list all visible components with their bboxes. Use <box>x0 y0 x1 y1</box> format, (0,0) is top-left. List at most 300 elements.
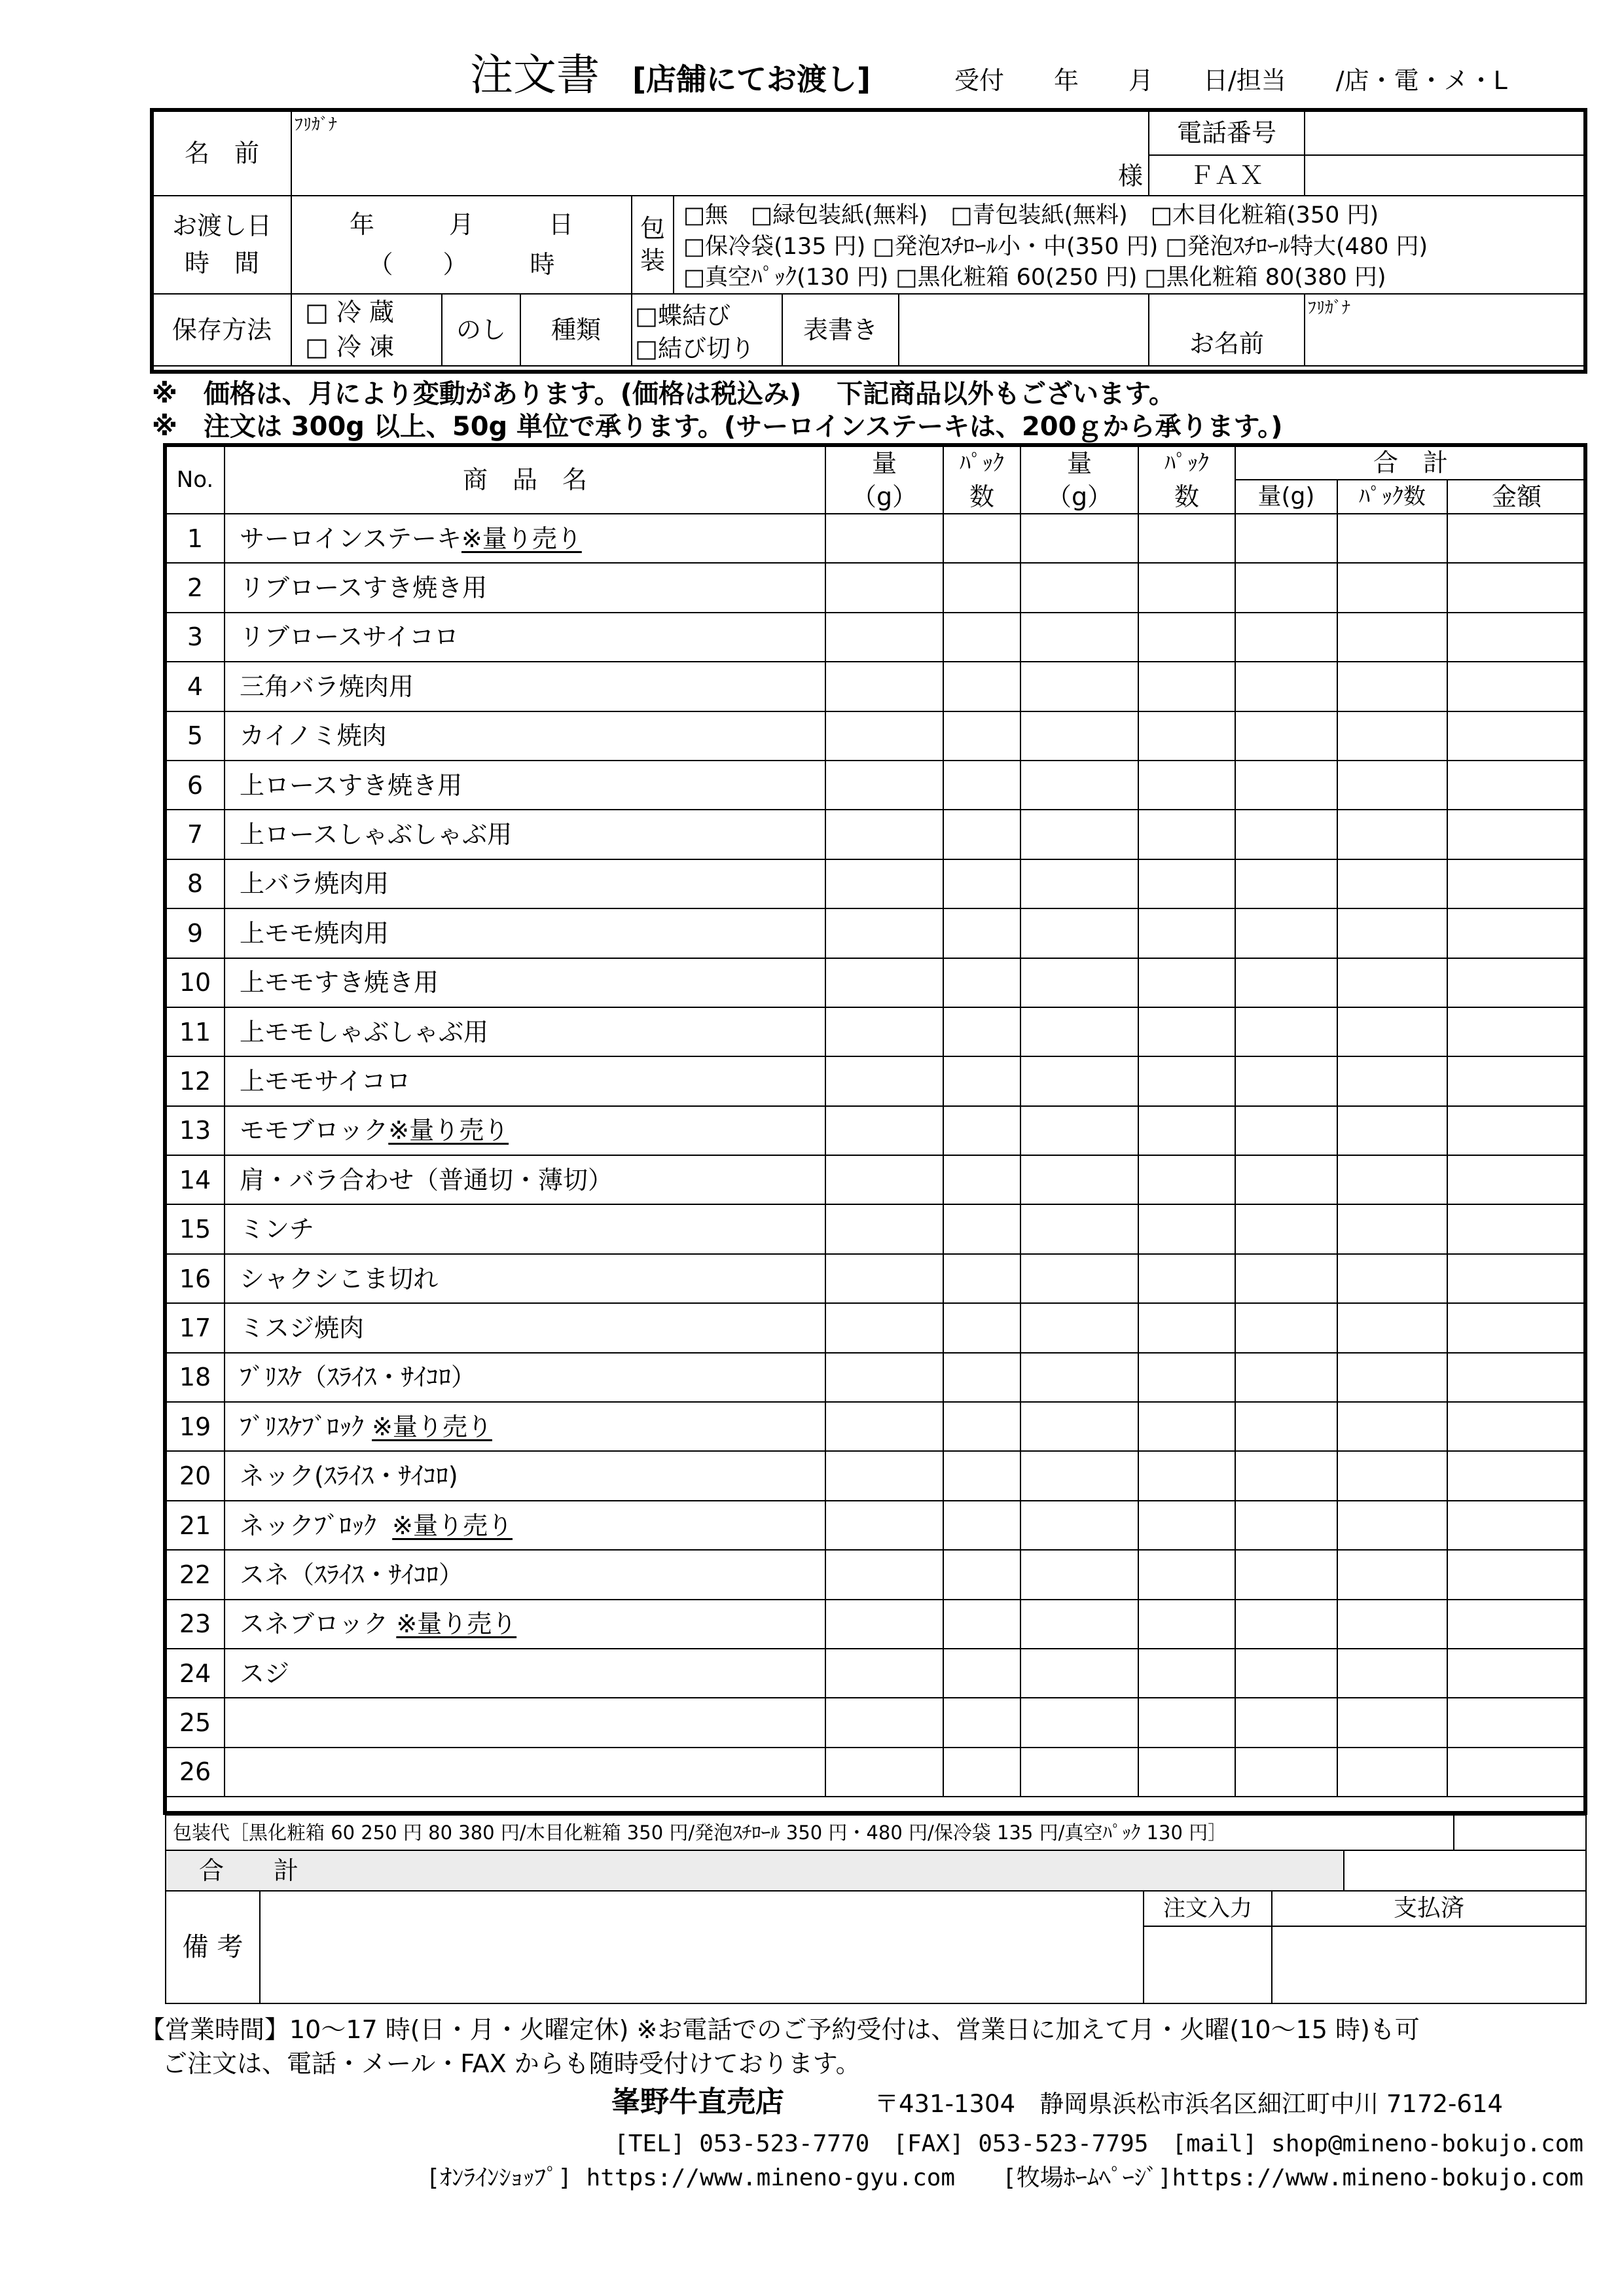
pack-1-field[interactable] <box>943 514 1020 563</box>
col-total-pack-header: ﾊﾟｯｸ数 <box>1337 480 1447 514</box>
total-qty-field[interactable] <box>1235 662 1337 711</box>
qty-1-field[interactable] <box>825 1106 943 1155</box>
total-pack-field[interactable] <box>1337 859 1447 908</box>
qty-1-field[interactable] <box>825 1007 943 1056</box>
total-pack-field[interactable] <box>1337 1649 1447 1698</box>
product-name-text: ミンチ <box>240 1215 315 1244</box>
sold-by-weight-note: ※量り売り <box>392 1511 513 1540</box>
table-row <box>166 1353 1586 1402</box>
qty-1-field[interactable] <box>825 1204 943 1253</box>
table-row <box>166 1600 1586 1649</box>
product-name <box>225 1550 825 1599</box>
honorific-label: 様 <box>1118 162 1144 190</box>
total-pack-field[interactable] <box>1337 1303 1447 1352</box>
qty-2-field[interactable] <box>1020 1056 1138 1105</box>
pack-1-field[interactable] <box>943 1501 1020 1550</box>
wrapping-cell <box>632 196 1586 294</box>
pack-2-field[interactable] <box>1138 1649 1235 1698</box>
pack-2-field[interactable] <box>1138 1748 1235 1797</box>
pack-2-field[interactable] <box>1138 1550 1235 1599</box>
amount-field[interactable] <box>1447 1451 1586 1500</box>
row-number: 4 <box>166 662 225 711</box>
total-qty-field[interactable] <box>1235 1451 1337 1500</box>
qty-2-field[interactable] <box>1020 1501 1138 1550</box>
table-row <box>166 1748 1586 1797</box>
amount-field[interactable] <box>1447 761 1586 810</box>
reception-stamp-line: 受付 年 月 日/担当 /店・電・メ・L <box>954 66 1507 95</box>
pack-2-field[interactable] <box>1138 1451 1235 1500</box>
total-qty-field[interactable] <box>1235 1501 1337 1550</box>
qty-2-field[interactable] <box>1020 1402 1138 1451</box>
pack-1-field[interactable] <box>943 711 1020 761</box>
qty-1-field[interactable] <box>825 662 943 711</box>
row-number: 12 <box>166 1056 225 1105</box>
pack-2-field[interactable] <box>1138 810 1235 859</box>
table-row <box>166 1698 1586 1747</box>
table-row <box>166 1402 1586 1451</box>
noshi-label: のし <box>442 294 520 366</box>
qty-2-field[interactable] <box>1020 810 1138 859</box>
pack-1-field[interactable] <box>943 1748 1020 1797</box>
product-name <box>225 1402 825 1451</box>
pack-2-field[interactable] <box>1138 761 1235 810</box>
qty-2-field[interactable] <box>1020 1303 1138 1352</box>
row-number: 18 <box>166 1353 225 1402</box>
product-name <box>225 1056 825 1105</box>
pack-1-field[interactable] <box>943 908 1020 958</box>
pack-2-field[interactable] <box>1138 1303 1235 1352</box>
furigana-label: ﾌﾘｶﾞﾅ <box>295 115 338 135</box>
pack-1-field[interactable] <box>943 1007 1020 1056</box>
amount-field[interactable] <box>1447 859 1586 908</box>
total-qty-field[interactable] <box>1235 1155 1337 1204</box>
qty-2-field[interactable] <box>1020 563 1138 612</box>
packaging-fee-field[interactable] <box>1454 1815 1586 1850</box>
qty-1-field[interactable] <box>825 1451 943 1500</box>
product-table <box>165 445 1587 1797</box>
qty-2-field[interactable] <box>1020 761 1138 810</box>
phone-field[interactable] <box>1305 111 1586 155</box>
fax-label: ＦＡＸ <box>1149 155 1305 196</box>
total-pack-field[interactable] <box>1337 1254 1447 1303</box>
total-pack-field[interactable] <box>1337 958 1447 1007</box>
product-name <box>225 810 825 859</box>
amount-field[interactable] <box>1447 1550 1586 1599</box>
amount-field[interactable] <box>1447 1501 1586 1550</box>
product-name <box>225 1501 825 1550</box>
order-input-field[interactable] <box>1144 1926 1272 2003</box>
pack-2-field[interactable] <box>1138 711 1235 761</box>
qty-1-field[interactable] <box>825 711 943 761</box>
total-pack-field[interactable] <box>1337 1204 1447 1253</box>
product-name-text: 上モモサイコロ <box>240 1066 411 1096</box>
product-name <box>225 1748 825 1797</box>
table-row <box>166 1303 1586 1352</box>
product-name <box>225 1600 825 1649</box>
total-qty-field[interactable] <box>1235 1550 1337 1599</box>
row-number: 23 <box>166 1600 225 1649</box>
amount-field[interactable] <box>1447 1402 1586 1451</box>
pack-1-field[interactable] <box>943 1254 1020 1303</box>
pack-2-field[interactable] <box>1138 1402 1235 1451</box>
pack-2-field[interactable] <box>1138 1056 1235 1105</box>
total-pack-field[interactable] <box>1337 1007 1447 1056</box>
total-pack-field[interactable] <box>1337 1451 1447 1500</box>
total-qty-field[interactable] <box>1235 859 1337 908</box>
row-number: 22 <box>166 1550 225 1599</box>
table-row <box>166 1550 1586 1599</box>
product-name <box>225 662 825 711</box>
amount-field[interactable] <box>1447 1353 1586 1402</box>
amount-field[interactable] <box>1447 1254 1586 1303</box>
qty-2-field[interactable] <box>1020 1106 1138 1155</box>
product-name-text: カイノミ焼肉 <box>240 721 387 751</box>
pack-2-field[interactable] <box>1138 1501 1235 1550</box>
pack-1-field[interactable] <box>943 1353 1020 1402</box>
pack-1-field[interactable] <box>943 1649 1020 1698</box>
qty-2-field[interactable] <box>1020 1204 1138 1253</box>
product-name-text: サーロインステーキ <box>240 524 461 553</box>
remarks-label: 備 考 <box>166 1891 260 2003</box>
row-number: 21 <box>166 1501 225 1550</box>
price-note: ※ 価格は、月により変動があります。(価格は税込み) 下記商品以外もございます。 <box>152 379 1175 409</box>
total-pack-field[interactable] <box>1337 711 1447 761</box>
paid-field[interactable] <box>1272 1926 1586 2003</box>
row-number: 8 <box>166 859 225 908</box>
product-name <box>225 1649 825 1698</box>
table-row <box>166 1106 1586 1155</box>
product-name-text: ﾌﾞﾘｽｹ（ｽﾗｲｽ・ｻｲｺﾛ） <box>240 1363 477 1392</box>
qty-2-field[interactable] <box>1020 1600 1138 1649</box>
qty-1-field[interactable] <box>825 613 943 662</box>
grand-total-field[interactable] <box>1344 1850 1586 1891</box>
qty-1-field[interactable] <box>825 1056 943 1105</box>
qty-1-field[interactable] <box>825 1501 943 1550</box>
amount-field[interactable] <box>1447 662 1586 711</box>
qty-2-field[interactable] <box>1020 1451 1138 1500</box>
table-row <box>166 1056 1586 1105</box>
pack-1-field[interactable] <box>943 761 1020 810</box>
qty-2-field[interactable] <box>1020 859 1138 908</box>
table-row <box>166 761 1586 810</box>
table-row <box>166 1501 1586 1550</box>
total-qty-field[interactable] <box>1235 1303 1337 1352</box>
pack-1-field[interactable] <box>943 1698 1020 1747</box>
product-name-text: 上バラ焼肉用 <box>240 869 389 899</box>
table-row <box>166 958 1586 1007</box>
total-pack-field[interactable] <box>1337 761 1447 810</box>
product-name <box>225 711 825 761</box>
qty-1-field[interactable] <box>825 859 943 908</box>
packaging-fee-label: 包装代［黒化粧箱 60 250 円 80 380 円/木目化粧箱 350 円/発泡ｽﾁﾛｰﾙ 350 円・480 円/保冷袋 135 円/真空ﾊﾟｯｸ 130 円］ <box>166 1815 1454 1850</box>
qty-2-field[interactable] <box>1020 711 1138 761</box>
amount-field[interactable] <box>1447 1155 1586 1204</box>
pack-1-field[interactable] <box>943 1155 1020 1204</box>
total-qty-field[interactable] <box>1235 810 1337 859</box>
product-name-text: スネブロック <box>240 1609 397 1639</box>
qty-1-field[interactable] <box>825 563 943 612</box>
row-number: 3 <box>166 613 225 662</box>
total-pack-field[interactable] <box>1337 810 1447 859</box>
qty-2-field[interactable] <box>1020 514 1138 563</box>
row-number: 6 <box>166 761 225 810</box>
qty-1-field[interactable] <box>825 1155 943 1204</box>
inscription-field[interactable] <box>898 295 1148 365</box>
product-name-text: 上モモしゃぶしゃぶ用 <box>240 1017 489 1047</box>
qty-2-field[interactable] <box>1020 1649 1138 1698</box>
qty-1-field[interactable] <box>825 1600 943 1649</box>
pack-1-field[interactable] <box>943 1056 1020 1105</box>
total-qty-field[interactable] <box>1235 1056 1337 1105</box>
qty-1-field[interactable] <box>825 1748 943 1797</box>
product-name <box>225 1353 825 1402</box>
col-no-header: No. <box>166 446 225 514</box>
sold-by-weight-note: ※量り売り <box>388 1116 509 1145</box>
qty-2-field[interactable] <box>1020 908 1138 958</box>
total-pack-field[interactable] <box>1337 1056 1447 1105</box>
amount-field[interactable] <box>1447 1649 1586 1698</box>
wrapping-label: 包 装 <box>632 196 674 293</box>
summary-table <box>165 1814 1587 1892</box>
sold-by-weight-note: ※量り売り <box>372 1412 492 1441</box>
qty-2-field[interactable] <box>1020 1550 1138 1599</box>
col-pack1-unit: 数 <box>943 480 1020 514</box>
qty-2-field[interactable] <box>1020 1698 1138 1747</box>
total-pack-field[interactable] <box>1337 1698 1447 1747</box>
amount-field[interactable] <box>1447 1007 1586 1056</box>
total-qty-field[interactable] <box>1235 1254 1337 1303</box>
total-qty-field[interactable] <box>1235 1402 1337 1451</box>
pack-2-field[interactable] <box>1138 1698 1235 1747</box>
amount-field[interactable] <box>1447 908 1586 958</box>
order-methods: ご注文は、電話・メール・FAX からも随時受付けております。 <box>162 2049 861 2078</box>
phone-label: 電話番号 <box>1149 111 1305 155</box>
total-pack-field[interactable] <box>1337 1600 1447 1649</box>
pickup-datetime-field[interactable]: 年 月 日 （ ） 時 <box>291 196 632 294</box>
pack-2-field[interactable] <box>1138 1106 1235 1155</box>
row-number: 24 <box>166 1649 225 1698</box>
pack-2-field[interactable] <box>1138 1155 1235 1204</box>
total-qty-field[interactable] <box>1235 1649 1337 1698</box>
total-qty-field[interactable] <box>1235 563 1337 612</box>
total-pack-field[interactable] <box>1337 1748 1447 1797</box>
total-qty-field[interactable] <box>1235 908 1337 958</box>
amount-field[interactable] <box>1447 711 1586 761</box>
pack-2-field[interactable] <box>1138 613 1235 662</box>
amount-field[interactable] <box>1447 1056 1586 1105</box>
table-row <box>166 1204 1586 1253</box>
product-name <box>225 1303 825 1352</box>
table-row <box>166 859 1586 908</box>
product-name-text: モモブロック <box>240 1116 389 1145</box>
product-name <box>225 1007 825 1056</box>
amount-field[interactable] <box>1447 1303 1586 1352</box>
row-number: 13 <box>166 1106 225 1155</box>
amount-field[interactable] <box>1447 1106 1586 1155</box>
col-qty1-unit: （g） <box>825 480 943 514</box>
total-pack-field[interactable] <box>1337 662 1447 711</box>
product-name <box>225 1254 825 1303</box>
pack-2-field[interactable] <box>1138 514 1235 563</box>
order-input-label: 注文入力 <box>1144 1891 1272 1926</box>
pack-1-field[interactable] <box>943 1402 1020 1451</box>
pack-2-field[interactable] <box>1138 563 1235 612</box>
order-note: ※ 注文は 300g 以上、50g 単位で承ります。(サーロインステーキは、200ｇから承ります。) <box>152 412 1283 442</box>
storage-options[interactable]: □ 冷 蔵 □ 冷 凍 <box>291 294 442 366</box>
col-pack2-header: ﾊﾟｯｸ <box>1138 446 1235 480</box>
name-field[interactable] <box>291 111 1149 196</box>
amount-field[interactable] <box>1447 514 1586 563</box>
total-pack-field[interactable] <box>1337 563 1447 612</box>
total-qty-field[interactable] <box>1235 613 1337 662</box>
amount-field[interactable] <box>1447 1698 1586 1747</box>
pack-1-field[interactable] <box>943 1451 1020 1500</box>
pack-2-field[interactable] <box>1138 859 1235 908</box>
qty-1-field[interactable] <box>825 1353 943 1402</box>
total-pack-field[interactable] <box>1337 613 1447 662</box>
qty-2-field[interactable] <box>1020 1155 1138 1204</box>
total-qty-field[interactable] <box>1235 1204 1337 1253</box>
web-links[interactable]: [ｵﾝﾗｲﾝｼｮｯﾌﾟ] https://www.mineno-gyu.com [牧場ﾎｰﾑﾍﾟｰｼﾞ]https://www.mineno-bokujo.com <box>425 2164 1583 2191</box>
qty-1-field[interactable] <box>825 810 943 859</box>
pack-1-field[interactable] <box>943 1550 1020 1599</box>
pack-2-field[interactable] <box>1138 662 1235 711</box>
total-pack-field[interactable] <box>1337 1402 1447 1451</box>
amount-field[interactable] <box>1447 1204 1586 1253</box>
product-name <box>225 908 825 958</box>
total-qty-field[interactable] <box>1235 1353 1337 1402</box>
qty-1-field[interactable] <box>825 1649 943 1698</box>
recipient-field[interactable] <box>1305 294 1586 366</box>
total-pack-field[interactable] <box>1337 514 1447 563</box>
total-pack-field[interactable] <box>1337 1501 1447 1550</box>
contact-line: [TEL] 053-523-7770 [FAX] 053-523-7795 [mail] shop@mineno-bokujo.com <box>614 2130 1583 2157</box>
pack-2-field[interactable] <box>1138 958 1235 1007</box>
pack-2-field[interactable] <box>1138 908 1235 958</box>
pack-2-field[interactable] <box>1138 1204 1235 1253</box>
qty-2-field[interactable] <box>1020 1007 1138 1056</box>
qty-1-field[interactable] <box>825 514 943 563</box>
type-label: 種類 <box>520 294 632 366</box>
qty-1-field[interactable] <box>825 958 943 1007</box>
qty-1-field[interactable] <box>825 1550 943 1599</box>
qty-2-field[interactable] <box>1020 1254 1138 1303</box>
table-row <box>166 662 1586 711</box>
total-pack-field[interactable] <box>1337 1155 1447 1204</box>
qty-1-field[interactable] <box>825 1254 943 1303</box>
col-total-qty-header: 量(g) <box>1235 480 1337 514</box>
pack-2-field[interactable] <box>1138 1600 1235 1649</box>
pack-1-field[interactable] <box>943 1600 1020 1649</box>
qty-2-field[interactable] <box>1020 1748 1138 1797</box>
pack-2-field[interactable] <box>1138 1254 1235 1303</box>
table-row <box>166 908 1586 958</box>
page-title: 注文書 <box>470 50 600 100</box>
total-qty-field[interactable] <box>1235 514 1337 563</box>
total-qty-field[interactable] <box>1235 1600 1337 1649</box>
product-name-text: リブロースすき焼き用 <box>240 573 488 603</box>
pack-1-field[interactable] <box>943 662 1020 711</box>
pack-1-field[interactable] <box>943 810 1020 859</box>
amount-field[interactable] <box>1447 1600 1586 1649</box>
product-name-text: シャクシこま切れ <box>240 1264 439 1293</box>
pickup-label: お渡し日 時 間 <box>153 196 291 294</box>
pack-1-field[interactable] <box>943 859 1020 908</box>
qty-2-field[interactable] <box>1020 662 1138 711</box>
total-qty-field[interactable] <box>1235 1748 1337 1797</box>
product-name <box>225 958 825 1007</box>
total-qty-field[interactable] <box>1235 761 1337 810</box>
amount-field[interactable] <box>1447 958 1586 1007</box>
qty-1-field[interactable] <box>825 1303 943 1352</box>
total-pack-field[interactable] <box>1337 1353 1447 1402</box>
product-name <box>225 1451 825 1500</box>
product-name <box>225 1106 825 1155</box>
pack-1-field[interactable] <box>943 613 1020 662</box>
amount-field[interactable] <box>1447 1748 1586 1797</box>
total-qty-field[interactable] <box>1235 711 1337 761</box>
product-name-text: リブロースサイコロ <box>240 622 460 652</box>
product-name-text: 三角バラ焼肉用 <box>240 672 414 701</box>
pack-1-field[interactable] <box>943 1204 1020 1253</box>
col-qty2-header: 量 <box>1020 446 1138 480</box>
row-number: 17 <box>166 1303 225 1352</box>
amount-field[interactable] <box>1447 613 1586 662</box>
col-amount-header: 金額 <box>1447 480 1586 514</box>
total-pack-field[interactable] <box>1337 1550 1447 1599</box>
product-name-text: ﾌﾞﾘｽｹﾌﾞﾛｯｸ <box>240 1412 372 1441</box>
row-number: 2 <box>166 563 225 612</box>
pack-1-field[interactable] <box>943 958 1020 1007</box>
table-row <box>166 810 1586 859</box>
product-name <box>225 761 825 810</box>
product-name <box>225 1204 825 1253</box>
pack-1-field[interactable] <box>943 1106 1020 1155</box>
wrapping-options[interactable]: □無 □緑包装紙(無料) □青包装紙(無料) □木目化粧箱(350 円) □保冷袋(135 円) □発泡ｽﾁﾛｰﾙ小・中(350 円) □発泡ｽﾁﾛｰﾙ特大(480 円) □真空ﾊﾟｯｸ(130 円) □黒化粧箱 60(250 円) □黒化粧箱 80(380 円) <box>683 202 1428 291</box>
total-qty-field[interactable] <box>1235 1007 1337 1056</box>
total-pack-field[interactable] <box>1337 908 1447 958</box>
name-label: 名 前 <box>153 111 291 196</box>
page-subtitle: [店舗にてお渡し] <box>632 62 871 97</box>
remarks-field[interactable] <box>260 1891 1144 2003</box>
qty-1-field[interactable] <box>825 908 943 958</box>
table-row <box>166 1007 1586 1056</box>
qty-2-field[interactable] <box>1020 613 1138 662</box>
total-qty-field[interactable] <box>1235 1106 1337 1155</box>
col-name-header: 商 品 名 <box>225 446 825 514</box>
qty-1-field[interactable] <box>825 761 943 810</box>
type-options[interactable]: □蝶結び □結び切り <box>632 295 783 365</box>
amount-field[interactable] <box>1447 810 1586 859</box>
pack-2-field[interactable] <box>1138 1007 1235 1056</box>
row-number: 7 <box>166 810 225 859</box>
qty-1-field[interactable] <box>825 1698 943 1747</box>
total-qty-field[interactable] <box>1235 1698 1337 1747</box>
qty-2-field[interactable] <box>1020 1353 1138 1402</box>
total-pack-field[interactable] <box>1337 1106 1447 1155</box>
amount-field[interactable] <box>1447 563 1586 612</box>
total-qty-field[interactable] <box>1235 958 1337 1007</box>
qty-1-field[interactable] <box>825 1402 943 1451</box>
pack-2-field[interactable] <box>1138 1353 1235 1402</box>
pack-1-field[interactable] <box>943 1303 1020 1352</box>
qty-2-field[interactable] <box>1020 958 1138 1007</box>
table-row <box>166 1649 1586 1698</box>
table-row <box>166 1254 1586 1303</box>
fax-field[interactable] <box>1305 155 1586 196</box>
pack-1-field[interactable] <box>943 563 1020 612</box>
product-name-text: ネックﾌﾞﾛｯｸ <box>240 1511 393 1540</box>
